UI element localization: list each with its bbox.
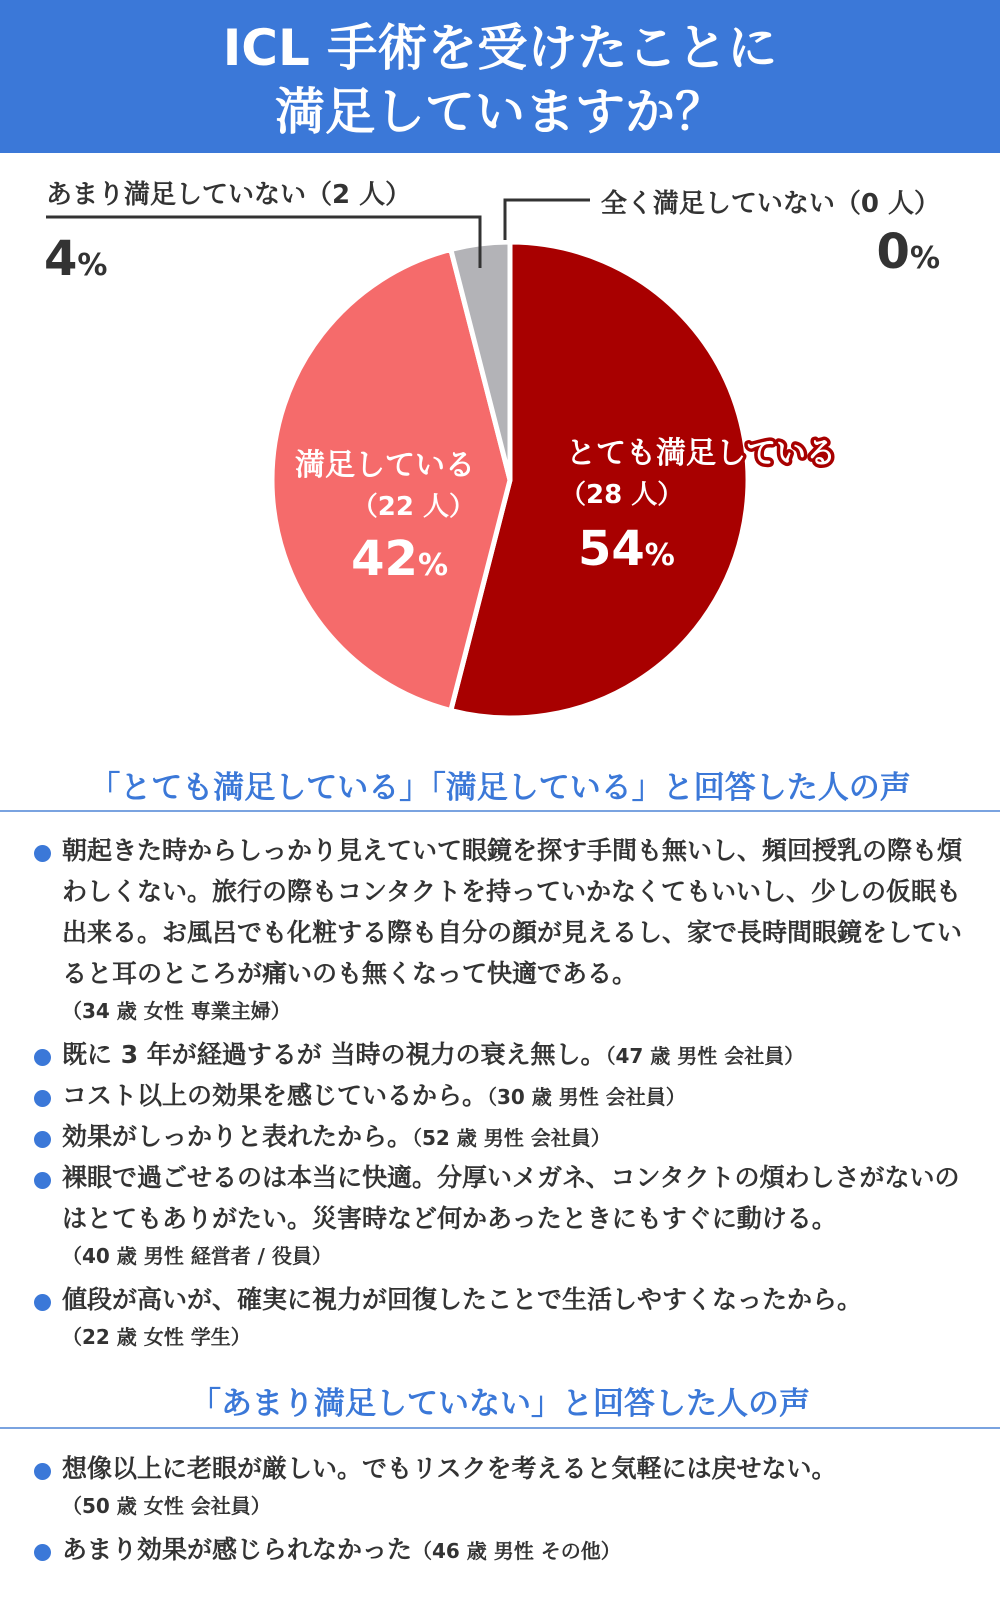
slice-label-not-satisfied: 全く満足していない（0 人） bbox=[600, 189, 940, 219]
slice-label-somewhat-unsatisfied: あまり満足していない（2 人） bbox=[46, 180, 412, 210]
section-divider-satisfied bbox=[0, 810, 1000, 812]
bullet-icon bbox=[34, 1463, 51, 1480]
bullet-icon bbox=[34, 1172, 51, 1189]
respondent-info: （34 歳 女性 専業主婦） bbox=[62, 999, 291, 1023]
comment-text: 裸眼で過ごせるのは本当に快適。分厚いメガネ、コンタクトの煩わしさがないのはとてもありがたい。災害時など何かあったときにもすぐに動ける。 bbox=[62, 1163, 960, 1233]
comment-text: 値段が高いが、確実に視力が回復したことで生活しやすくなったから。 bbox=[62, 1285, 863, 1314]
comment-text: 既に 3 年が経過するが 当時の視力の衰え無し。 bbox=[62, 1040, 606, 1069]
title-line-2: 満足していますか？ bbox=[275, 83, 725, 141]
respondent-info: （47 歳 男性 会社員） bbox=[605, 1044, 805, 1068]
bullet-icon bbox=[34, 845, 51, 862]
comment-item bbox=[30, 1157, 980, 1273]
comments-unsatisfied-list bbox=[30, 1448, 980, 1570]
comment-item bbox=[30, 1529, 980, 1570]
respondent-info: （52 歳 男性 会社員） bbox=[412, 1126, 611, 1150]
comment-text: 朝起きた時からしっかり見えていて眼鏡を探す手間も無いし、頻回授乳の際も煩わしくない。旅行の際もコンタクトを持っていかなくてもいいし、少しの仮眠も出来る。お風呂でも化粧する際も自分の顔が見えるし、家で長時間眼鏡をしていると耳のところが痛いのも無くなって快適である。 bbox=[62, 836, 963, 988]
comments-satisfied-list bbox=[30, 830, 980, 1360]
comment-item bbox=[30, 1075, 980, 1116]
respondent-info: （22 歳 女性 学生） bbox=[62, 1325, 251, 1349]
slice-label-satisfied: 満足している bbox=[295, 448, 475, 483]
comment-text: 効果がしっかりと表れたから。 bbox=[62, 1122, 413, 1151]
respondent-info: （40 歳 男性 経営者 / 役員） bbox=[62, 1244, 332, 1268]
respondent-info: （46 歳 男性 その他） bbox=[412, 1539, 621, 1563]
respondent-info: （30 歳 男性 会社員） bbox=[487, 1085, 686, 1109]
comment-text: 想像以上に老眼が厳しい。でもリスクを考えると気軽には戻せない。 bbox=[62, 1454, 837, 1483]
slice-percent-satisfied: 42% bbox=[351, 531, 448, 587]
comment-item bbox=[30, 1448, 980, 1523]
bullet-icon bbox=[34, 1131, 51, 1148]
slice-count-satisfied: （22 人） bbox=[351, 492, 475, 522]
slice-percent-not-satisfied: 0% bbox=[876, 224, 940, 280]
slice-label-very-satisfied: とても満足している bbox=[566, 436, 836, 471]
comment-item bbox=[30, 1116, 980, 1157]
comment-item bbox=[30, 1034, 980, 1075]
bullet-icon bbox=[34, 1544, 51, 1561]
section-title-unsatisfied: 「あまり満足していない」と回答した人の声 bbox=[190, 1386, 810, 1422]
leader-line-not-satisfied bbox=[505, 200, 590, 240]
pie-chart bbox=[0, 153, 1000, 743]
slice-count-very-satisfied: （28 人） bbox=[560, 480, 684, 510]
section-divider-unsatisfied bbox=[0, 1427, 1000, 1429]
page-header bbox=[0, 0, 1000, 153]
section-title-satisfied: 「とても満足している」「満足している」と回答した人の声 bbox=[89, 770, 911, 806]
title-line-1: ICL 手術を受けたことに bbox=[222, 19, 778, 77]
slice-percent-very-satisfied: 54% bbox=[578, 521, 675, 577]
respondent-info: （50 歳 女性 会社員） bbox=[62, 1494, 271, 1518]
comment-item bbox=[30, 830, 980, 1028]
comment-text: コスト以上の効果を感じているから。 bbox=[62, 1081, 488, 1110]
comment-item bbox=[30, 1279, 980, 1354]
comment-text: あまり効果が感じられなかった bbox=[62, 1535, 413, 1564]
bullet-icon bbox=[34, 1090, 51, 1107]
bullet-icon bbox=[34, 1294, 51, 1311]
slice-percent-somewhat-unsatisfied: 4% bbox=[44, 231, 108, 287]
bullet-icon bbox=[34, 1049, 51, 1066]
